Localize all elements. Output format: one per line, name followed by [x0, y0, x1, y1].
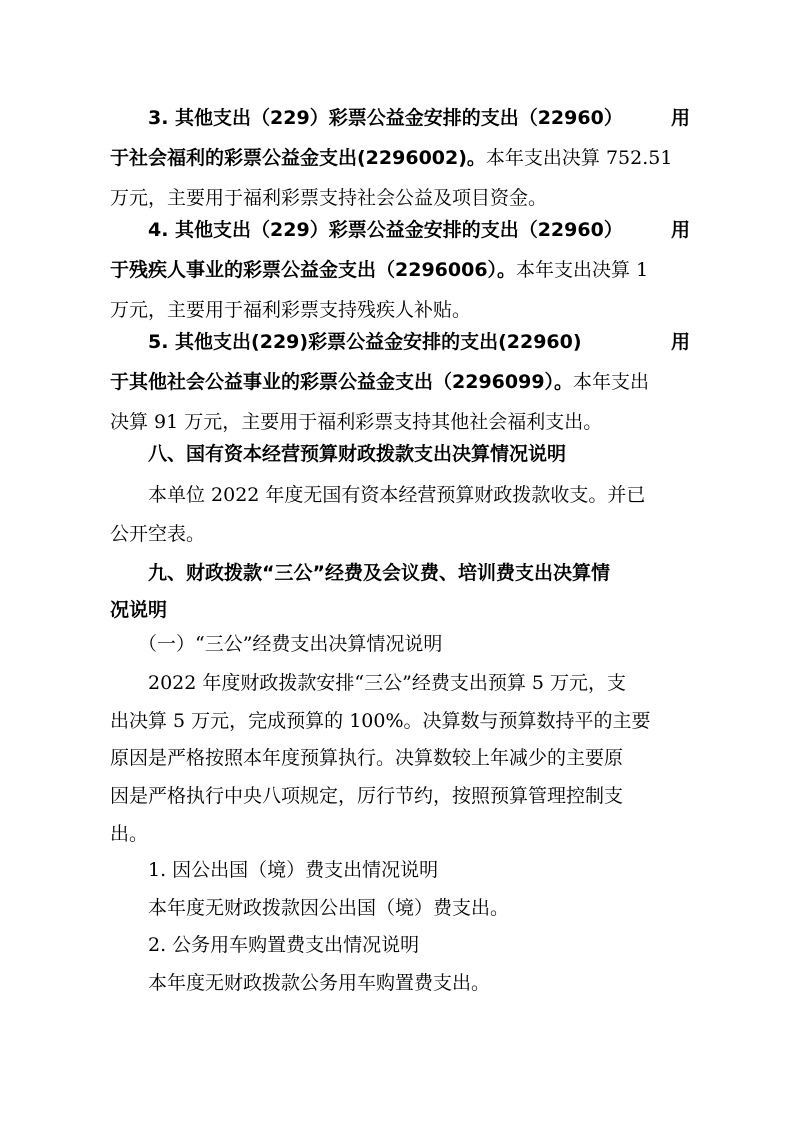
item3-heading-line — [148, 98, 690, 138]
item4-line2 — [110, 250, 690, 290]
item4-line3: 万元，主要用于福利彩票支持残疾人补贴。 — [110, 299, 472, 321]
section9-item2-heading: 2. 公务用车购置费支出情况说明 — [148, 934, 420, 956]
item4-heading-tail: 用 — [670, 219, 690, 241]
item5-amount-text: 本年支出 — [573, 371, 650, 393]
section8-heading: 八、国有资本经营预算财政拨款支出决算情况说明 — [148, 443, 567, 465]
section9-para-line1: 2022 年度财政拨款安排“三公”经费支出预算 5 万元，支 — [148, 672, 626, 694]
item5-line2 — [110, 362, 690, 402]
section9-para-line4: 因是严格执行中央八项规定，厉行节约，按照预算管理控制支 — [110, 785, 624, 807]
item5-heading-tail: 用 — [670, 331, 690, 353]
item4-heading-line — [148, 210, 690, 250]
item3-amount-text: 本年支出决算 752.51 — [485, 147, 673, 169]
item3-line3: 万元，主要用于福利彩票支持社会公益及项目资金。 — [110, 187, 548, 209]
section9-para-line3: 原因是严格按照本年度预算执行。决算数较上年减少的主要原 — [110, 747, 624, 769]
section8-line1: 本单位 2022 年度无国有资本经营预算财政拨款收支。并已 — [148, 484, 646, 506]
section9-heading-line1: 九、财政拨款“三公”经费及会议费、培训费支出决算情 — [148, 562, 610, 584]
section8-line2: 公开空表。 — [110, 523, 206, 545]
section9-item1-text: 本年度无财政拨款因公出国（境）费支出。 — [148, 897, 510, 919]
section9-item2-text: 本年度无财政拨款公务用车购置费支出。 — [148, 972, 491, 994]
section9-heading-line2: 况说明 — [110, 599, 168, 621]
item4-subject: 于残疾人事业的彩票公益金支出（2296006）。 — [110, 259, 517, 281]
item5-subject: 于其他社会公益事业的彩票公益金支出（2296099）。 — [110, 371, 574, 393]
section9-para-line5: 出。 — [110, 823, 149, 845]
item4-amount-text: 本年支出决算 1 — [516, 259, 649, 281]
section9-sub1-heading: （一）“三公”经费支出决算情况说明 — [138, 633, 443, 655]
item3-line2 — [110, 138, 690, 178]
item5-heading-line — [148, 322, 690, 362]
item5-heading-text: 5. 其他支出(229)彩票公益金安排的支出(22960) — [148, 331, 582, 353]
item3-heading-text: 3. 其他支出（229）彩票公益金安排的支出（22960） — [148, 107, 623, 129]
item3-heading-tail: 用 — [670, 107, 690, 129]
section9-para-line2: 出决算 5 万元，完成预算的 100%。决算数与预算数持平的主要 — [110, 710, 651, 732]
item4-heading-text: 4. 其他支出（229）彩票公益金安排的支出（22960） — [148, 219, 623, 241]
item5-line3: 决算 91 万元，主要用于福利彩票支持其他社会福利支出。 — [110, 411, 603, 433]
item3-subject: 于社会福利的彩票公益金支出(2296002)。 — [110, 147, 486, 169]
section9-item1-heading: 1. 因公出国（境）费支出情况说明 — [148, 859, 439, 881]
